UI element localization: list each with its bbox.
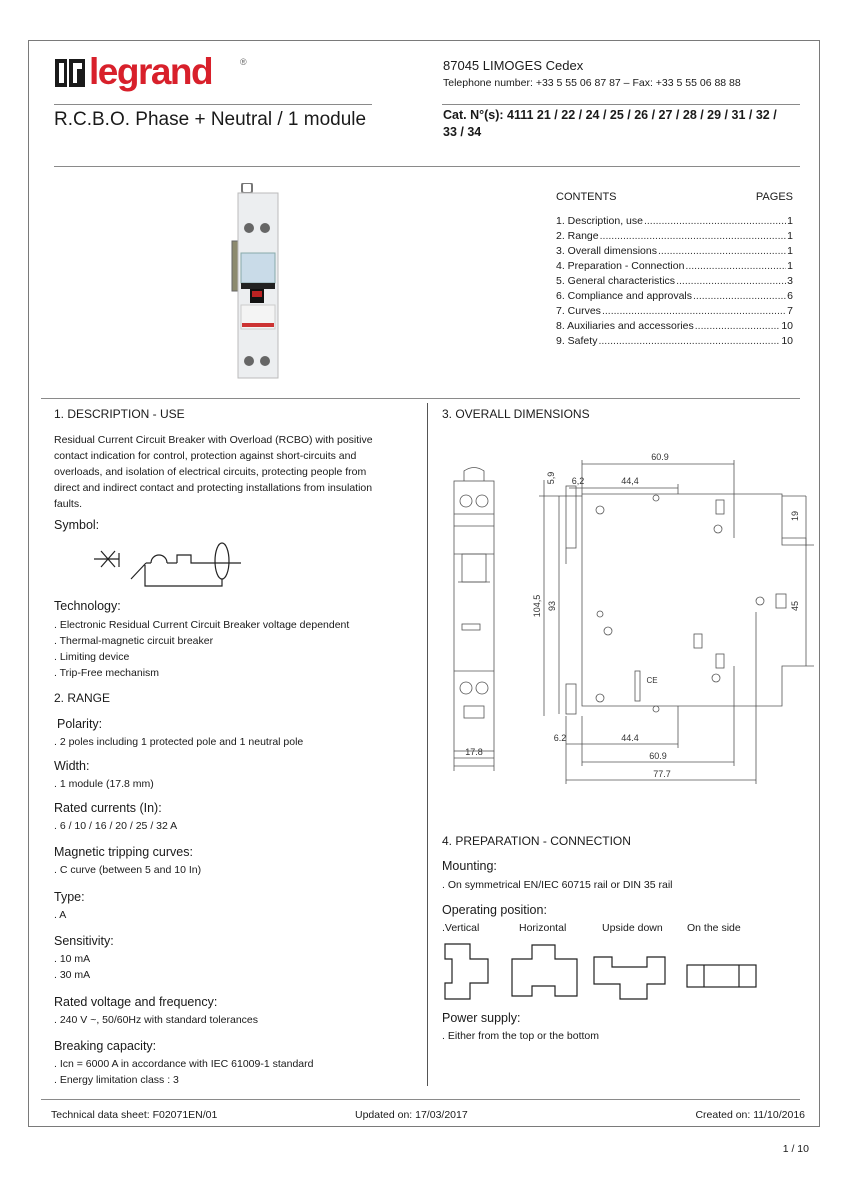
rcbo-symbol-icon [89,541,269,591]
technical-sheet-id: Technical data sheet: F02071EN/01 [51,1109,218,1121]
power-supply-value: . Either from the top or the bottom [442,1030,599,1042]
dim-label: 104,5 [532,594,542,618]
position-label-upside-down: Upside down [602,922,663,934]
phone-fax: Telephone number: +33 5 55 06 87 87 – Fax: +33 5 55 06 88 88 [443,77,741,89]
toc-item[interactable]: 8. Auxiliaries and accessories ..... 10 [556,320,793,335]
toc-item[interactable]: 7. Curves ..... 7 [556,305,793,320]
toc-item[interactable]: 1. Description, use ..... 1 [556,215,793,230]
sensitivity-value: . 10 mA [54,953,91,965]
on-the-side-position-icon [687,965,756,987]
page-title: R.C.B.O. Phase + Neutral / 1 module [54,109,367,130]
divider [41,1099,800,1100]
toc-pages-heading: PAGES [755,191,793,203]
voltage-label: Rated voltage and frequency: [54,995,218,1009]
dim-label: 60.9 [651,452,669,462]
section-title-description: 1. DESCRIPTION - USE [54,407,185,421]
dim-label: 44.4 [621,733,639,743]
dim-label: 60.9 [649,751,667,761]
dim-label: 93 [547,600,557,612]
magnetic-curves-label: Magnetic tripping curves: [54,845,193,859]
vertical-position-icon [445,944,488,999]
catalog-numbers-line-1: Cat. N°(s): 4111 21 / 22 / 24 / 25 / 26 / 27 / 28 / 29 / 31 / 32 / [443,108,777,122]
divider [41,398,800,399]
toc-item[interactable]: 4. Preparation - Connection ..... 1 [556,260,793,275]
dimensions-drawing [434,426,814,801]
operating-positions-diagram [442,941,762,1001]
technology-item: . Limiting device [54,651,130,663]
technology-item: . Thermal-magnetic circuit breaker [54,635,214,647]
dim-label: 45 [790,600,800,612]
voltage-value: . 240 V ~, 50/60Hz with standard tolerances [54,1014,258,1026]
toc-item[interactable]: 5. General characteristics ..... 3 [556,275,793,290]
front-view-outline [454,481,494,751]
dim-label: 6,2 [571,476,585,486]
divider [54,104,372,105]
registered-mark: ® [240,57,247,67]
catalog-numbers-line-2: 33 / 34 [443,125,482,139]
technology-item: . Trip-Free mechanism [54,667,160,679]
legrand-mark-icon [55,59,85,87]
dim-label: 6.2 [553,733,567,743]
legrand-logo [55,51,275,97]
toc-item[interactable]: 6. Compliance and approvals ..... 6 [556,290,793,305]
catalog-numbers [443,107,803,141]
updated-date: Updated on: 17/03/2017 [355,1109,468,1121]
brand-name: legrand [89,51,213,92]
rated-currents-label: Rated currents (In): [54,801,162,815]
mounting-label: Mounting: [442,859,497,873]
dim-label: 77.7 [653,769,671,779]
rated-currents-value: . 6 / 10 / 16 / 20 / 25 / 32 A [54,820,178,832]
section-title-range: 2. RANGE [54,691,111,705]
sensitivity-value: . 30 mA [54,969,91,981]
mounting-value: . On symmetrical EN/IEC 60715 rail or DIN 35 rail [442,879,673,891]
operating-position-label: Operating position: [442,903,547,917]
created-date: Created on: 11/10/2016 [695,1109,805,1121]
address: 87045 LIMOGES Cedex [443,58,584,73]
technology-item: . Electronic Residual Current Circuit Breaker voltage dependent [54,619,350,631]
symbol-label: Symbol: [54,518,100,532]
breaking-capacity-value: . Energy limitation class : 3 [54,1074,179,1086]
dim-label: 19 [790,510,800,522]
polarity-value: . 2 poles including 1 protected pole and 1 neutral pole [54,736,304,748]
dim-label: 5,9 [546,471,556,485]
type-label: Type: [54,890,85,904]
magnetic-curves-value: . C curve (between 5 and 10 In) [54,864,202,876]
page-number: 1 / 10 [782,1143,809,1155]
upside-down-position-icon [594,957,665,999]
section-title-preparation: 4. PREPARATION - CONNECTION [442,834,631,848]
breaking-capacity-label: Breaking capacity: [54,1039,157,1053]
power-supply-label: Power supply: [442,1011,521,1025]
position-label-vertical: .Vertical [442,922,480,934]
type-value: . A [54,909,67,921]
toc-item[interactable]: 3. Overall dimensions ..... 1 [556,245,793,260]
section-title-dimensions: 3. OVERALL DIMENSIONS [442,407,590,421]
toc-item[interactable]: 9. Safety ..... 10 [556,335,793,350]
column-divider [427,403,428,1086]
dim-label: 44,4 [621,476,639,486]
divider [442,104,800,105]
toc-item[interactable]: 2. Range ..... 1 [556,230,793,245]
table-of-contents [556,191,793,350]
polarity-label: Polarity: [57,717,103,731]
description-text: Residual Current Circuit Breaker with Overload (RCBO) with positive contact indication for control, protection against short-circuits and overloads, and isolation of electrical circuits, protecting people from direct and indirect contact and protecting installations from insulation faults. [54,434,373,510]
horizontal-position-icon [512,945,577,996]
breaking-capacity-value: . Icn = 6000 A in accordance with IEC 61009-1 standard [54,1058,314,1070]
ce-mark: CE [646,676,658,685]
width-label: Width: [54,759,90,773]
position-label-on-the-side: On the side [687,922,741,934]
technology-label: Technology: [54,599,121,613]
position-label-horizontal: Horizontal [519,922,567,934]
width-value: . 1 module (17.8 mm) [54,778,154,790]
datasheet-page [28,40,820,1127]
divider [54,166,800,167]
sensitivity-label: Sensitivity: [54,934,114,948]
dim-label: 17.8 [465,747,483,757]
toc-heading: CONTENTS [556,191,617,203]
product-photo [214,183,284,383]
